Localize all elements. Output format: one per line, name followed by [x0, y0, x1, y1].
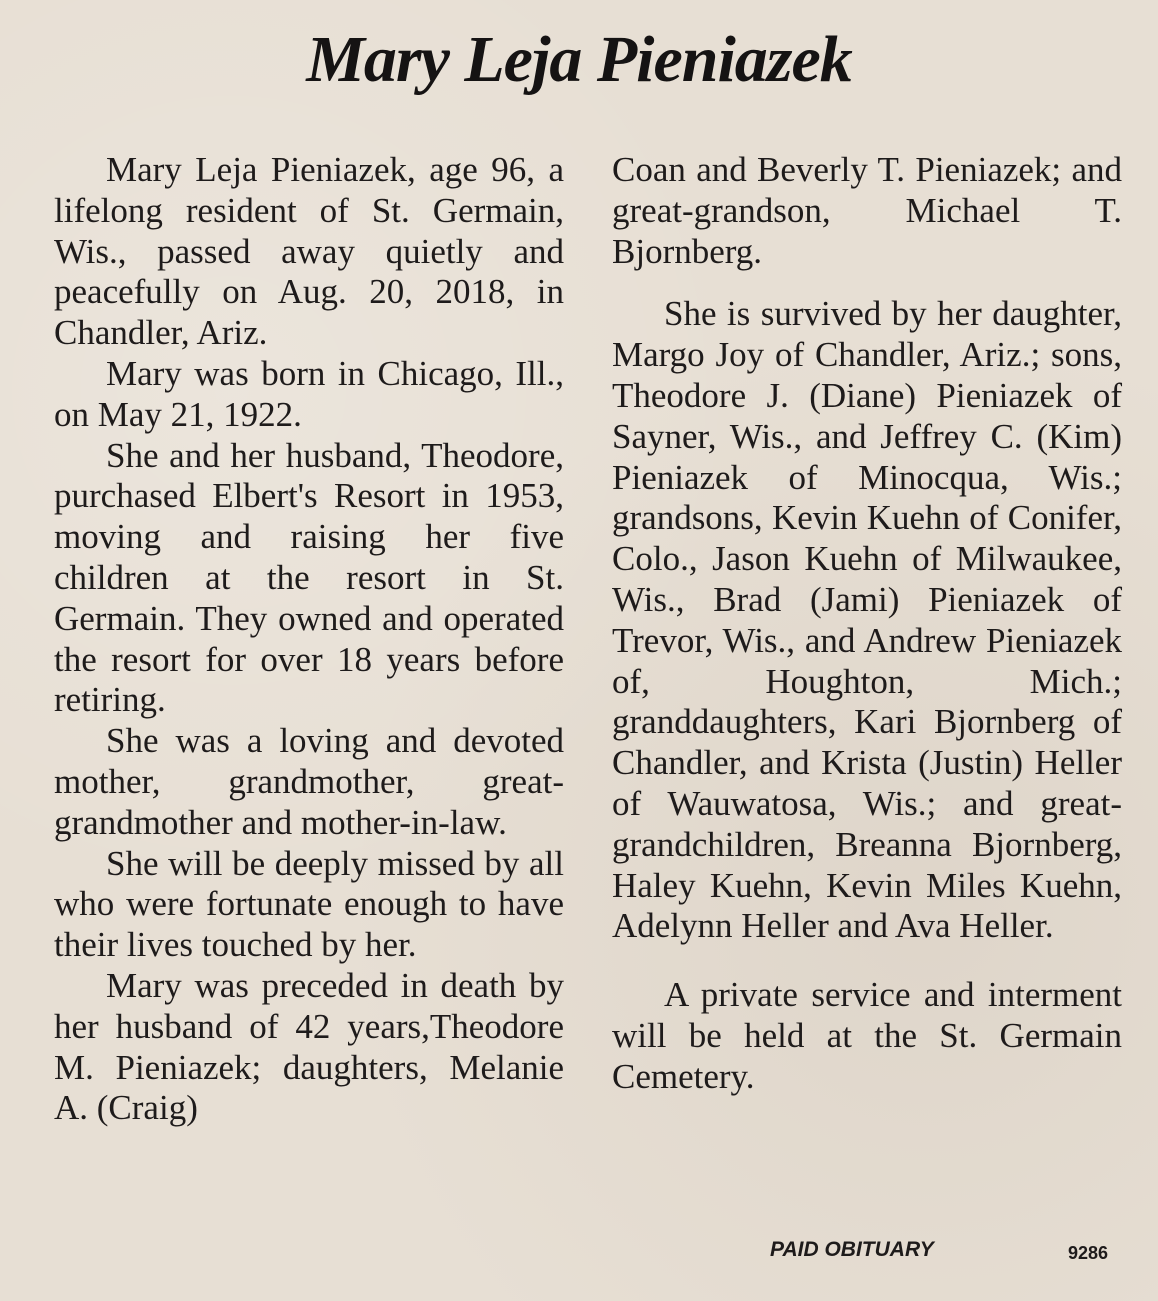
paragraph-preceded: Mary was preceded in death by her husband of 42 years,Theodore M. Pieniazek; daughters, Melanie A. (Craig): [54, 965, 564, 1128]
paragraph-service: A private service and interment will be held at the St. Germain Cemetery.: [612, 975, 1122, 1096]
paid-obituary-label: PAID OBITUARY: [770, 1238, 934, 1261]
paragraph-mother: She was a loving and devoted mother, grandmother, great-grandmother and mother-in-law.: [54, 721, 564, 842]
left-column: [54, 150, 564, 1129]
right-column: [612, 150, 1122, 1098]
obituary-title: Mary Leja Pieniazek: [306, 23, 852, 96]
paragraph-preceded-continued: Coan and Beverly T. Pieniazek; and great-grandson, Michael T. Bjornberg.: [612, 150, 1122, 271]
paragraph-resort: She and her husband, Theodore, purchased Elbert's Resort in 1953, moving and raising her five children at the resort in St. Germain. They owned and operated the resort for over 18 years before retiring.: [54, 435, 564, 720]
paragraph-survived: She is survived by her daughter, Margo Joy of Chandler, Ariz.; sons, Theodore J. (Diane) Pieniazek of Sayner, Wis., and Jeffrey C. (Kim) Pieniazek of Minocqua, Wis.; grandsons, Kevin Kuehn of Conifer, Colo., Jason Kuehn of Milwaukee, Wis., Brad (Jami) Pieniazek of Trevor, Wis., and Andrew Pieniazek of, Houghton, Mich.; granddaughters, Kari Bjornberg of Chandler, and Krista (Justin) Heller of Wauwatosa, Wis.; and great-grandchildren, Breanna Bjornberg, Haley Kuehn, Kevin Miles Kuehn, Adelynn Heller and Ava Heller.: [612, 294, 1122, 946]
paragraph-intro: Mary Leja Pieniazek, age 96, a lifelong resident of St. Germain, Wis., passed away quietly and peacefully on Aug. 20, 2018, in Chandler, Ariz.: [54, 150, 564, 353]
ad-code: 9286: [1068, 1243, 1109, 1263]
paragraph-birth: Mary was born in Chicago, Ill., on May 21, 1922.: [54, 353, 564, 434]
paragraph-missed: She will be deeply missed by all who were fortunate enough to have their lives touched by her.: [54, 843, 564, 965]
